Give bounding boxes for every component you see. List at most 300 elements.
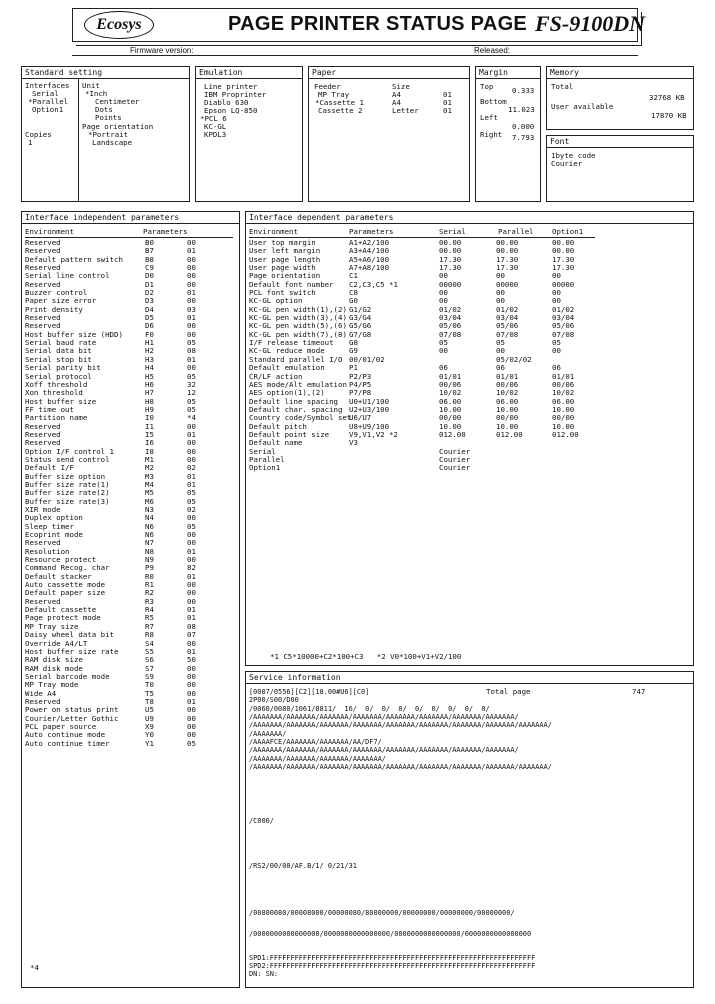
independent-param-code: Y0 xyxy=(145,730,154,740)
independent-param-name: RAM disk size xyxy=(25,655,83,665)
dependent-param-name: KC-GL pen width(5),(6) xyxy=(249,321,347,331)
independent-param-code: N6 xyxy=(145,530,154,540)
independent-param-code: N8 xyxy=(145,546,154,556)
independent-param-code: R7 xyxy=(145,621,154,631)
independent-param-name: Default paper size xyxy=(25,588,106,598)
dependent-parallel-value: 00/06 xyxy=(496,379,519,389)
memory-title: Memory xyxy=(547,67,693,79)
dependent-param-code: P7/P8 xyxy=(349,388,372,398)
dependent-param-name: Default line spacing xyxy=(249,396,338,406)
service-info-title: Service information xyxy=(246,672,693,684)
independent-param-name: Host buffer size xyxy=(25,396,97,406)
independent-param-name: Print density xyxy=(25,304,83,314)
dependent-names-column xyxy=(249,239,351,473)
independent-param-name: Default stacker xyxy=(25,571,92,581)
unit-title: Unit xyxy=(82,81,100,90)
dependent-option-value: 012.00 xyxy=(552,429,579,439)
independent-param-name: Courier/Letter Gothic xyxy=(25,713,119,723)
independent-param-value: 00 xyxy=(187,538,196,548)
dependent-param-code: P1 xyxy=(349,363,358,373)
dependent-serial-value: 00.00 xyxy=(439,238,462,247)
service-hex1: /00800080/00008000/00000080/80000000/00000000/00000000/00000000/ xyxy=(249,909,515,917)
independent-param-value: 00 xyxy=(187,438,196,448)
feeder-title: Feeder xyxy=(314,82,341,91)
independent-param-name: Reserved xyxy=(25,321,61,331)
independent-param-name: Auto continue mode xyxy=(25,730,106,740)
dependent-option-value: 01/02 xyxy=(552,304,575,314)
independent-param-code: D3 xyxy=(145,296,154,306)
independent-param-name: Reserved xyxy=(25,263,61,273)
dependent-parallel-column xyxy=(496,239,532,473)
independent-param-code: R1 xyxy=(145,580,154,590)
service-dn: DN: SN: xyxy=(249,970,279,978)
service-line: [0007/0556][C2][18.00#U6][C0] xyxy=(249,688,370,696)
independent-param-value: 01 xyxy=(187,571,196,581)
independent-param-code: U5 xyxy=(145,705,154,715)
independent-param-value: 00 xyxy=(187,421,196,431)
dependent-parallel-value: 05/02/02 xyxy=(496,354,532,364)
paper-code: 01 xyxy=(443,90,452,99)
independent-param-code: D2 xyxy=(145,288,154,298)
independent-codes-column xyxy=(145,239,154,748)
independent-param-value: 00 xyxy=(187,671,196,681)
emulation-item: Diablo 630 xyxy=(204,98,249,107)
dependent-serial-value: 17.30 xyxy=(439,263,462,273)
dependent-option-value xyxy=(552,439,579,447)
font-title: Font xyxy=(547,136,693,148)
dependent-serial-value: 00.00 xyxy=(439,246,462,256)
independent-param-name: Status send control xyxy=(25,454,110,464)
dependent-serial-value: 00 xyxy=(439,346,448,356)
independent-param-name: Auto continue timer xyxy=(25,738,110,748)
dependent-params-box xyxy=(245,211,694,666)
independent-param-value: 00 xyxy=(187,596,196,606)
independent-param-code: U9 xyxy=(145,713,154,723)
dependent-param-code: U2+U3/100 xyxy=(349,404,390,414)
independent-param-name: Serial baud rate xyxy=(25,338,97,348)
independent-param-value: 05 xyxy=(187,488,196,498)
dependent-option-value: 17.30 xyxy=(552,263,575,273)
independent-param-value: 00 xyxy=(187,279,196,289)
service-line: /AAAAAAA/AAAAAAA/AAAAAAA/AAAAAAA/AAAAAAA/AAAAAAA/AAAAAAA/AAAAAAA/ xyxy=(249,746,519,755)
paper-code: 01 xyxy=(443,98,452,107)
margin-right-label: Right xyxy=(480,130,503,139)
independent-param-name: Reserved xyxy=(25,438,61,448)
font-line: 1byte code xyxy=(551,151,596,160)
independent-param-value: 00 xyxy=(187,363,196,373)
orientation-item: *Portrait xyxy=(88,130,129,139)
independent-param-value: 00 xyxy=(187,329,196,339)
emulation-item: Epson LQ-850 xyxy=(204,106,258,115)
independent-param-code: H7 xyxy=(145,388,154,398)
independent-param-name: Reserved xyxy=(25,538,61,548)
dep-serial-header: Serial xyxy=(439,227,466,236)
dependent-param-name: KC-GL option xyxy=(249,296,303,306)
service-line: /AAAAAAA/ xyxy=(249,729,287,738)
independent-param-name: Buffer size rate(1) xyxy=(25,479,110,489)
brand-logo: Ecosys xyxy=(84,11,154,39)
emulation-item: KPDL3 xyxy=(204,130,227,139)
independent-param-code: S5 xyxy=(145,646,154,656)
dependent-param-name: CR/LF action xyxy=(249,371,303,381)
independent-param-code: N9 xyxy=(145,555,154,565)
independent-names-column xyxy=(25,239,123,748)
independent-param-value: 00 xyxy=(187,513,196,523)
independent-param-value: 01 xyxy=(187,646,196,656)
independent-param-name: FF time out xyxy=(25,404,74,414)
dependent-param-code: G8 xyxy=(349,338,358,348)
dependent-param-name: User left margin xyxy=(249,246,321,256)
emulation-item: IBM Proprinter xyxy=(204,90,267,99)
margin-bottom-value: 11.023 xyxy=(508,105,535,114)
independent-param-value: 02 xyxy=(187,463,196,473)
independent-param-code: H9 xyxy=(145,404,154,414)
dependent-codes-column xyxy=(349,239,398,473)
independent-param-code: N4 xyxy=(145,513,154,523)
dependent-param-name: User page width xyxy=(249,263,316,273)
independent-param-name: Host buffer size rate xyxy=(25,646,119,656)
independent-param-code: N3 xyxy=(145,505,154,514)
independent-param-value: 05 xyxy=(187,496,196,506)
dep-param-header: Parameters xyxy=(349,227,394,236)
dependent-serial-value: 17.30 xyxy=(439,254,462,264)
dependent-parallel-value: 012.00 xyxy=(496,429,523,439)
independent-param-value: 01 xyxy=(187,696,196,706)
memory-box xyxy=(546,66,694,130)
independent-param-code: F0 xyxy=(145,329,154,339)
independent-param-code: M5 xyxy=(145,488,154,498)
font-box xyxy=(546,135,694,202)
dependent-param-code: C1 xyxy=(349,271,358,281)
unit-item: *Inch xyxy=(85,89,108,98)
independent-param-code: N7 xyxy=(145,538,154,548)
dependent-param-name: Default pitch xyxy=(249,421,307,431)
independent-param-name: Resolution xyxy=(25,546,70,556)
dependent-params-title: Interface dependent parameters xyxy=(246,212,693,224)
service-lines xyxy=(249,688,552,771)
margin-top-value: 0.333 xyxy=(512,86,535,95)
service-line: /AAAAAAA/AAAAAAA/AAAAAAA/AAAAAAA/AAAAAAA/AAAAAAA/AAAAAAA/AAAAAAA/AAAAAAA/ xyxy=(249,763,552,772)
dependent-serial-value: 00/00 xyxy=(439,413,462,423)
dependent-parallel-value xyxy=(496,464,532,472)
independent-param-code: M1 xyxy=(145,454,154,464)
dependent-param-name: Default name xyxy=(249,438,303,448)
independent-param-value: 00 xyxy=(187,580,196,590)
dependent-option-value: 00000 xyxy=(552,279,575,289)
dependent-option-value: 00.00 xyxy=(552,238,575,247)
dependent-option-value: 10/02 xyxy=(552,388,575,398)
dependent-serial-value: 01/01 xyxy=(439,371,462,381)
independent-footer: *4 xyxy=(30,963,39,972)
independent-param-code: T0 xyxy=(145,680,154,690)
independent-param-code: R5 xyxy=(145,613,154,623)
independent-param-code: T8 xyxy=(145,696,154,706)
independent-param-name: Reserved xyxy=(25,238,61,247)
independent-param-code: S6 xyxy=(145,655,154,665)
dependent-serial-value: 012.00 xyxy=(439,429,466,439)
independent-param-code: D6 xyxy=(145,321,154,331)
independent-values-column xyxy=(187,239,196,748)
interface-item: Option1 xyxy=(32,105,64,114)
dependent-parallel-value xyxy=(496,439,532,447)
dependent-parallel-value: 00 xyxy=(496,346,505,356)
dependent-option-value: 10.00 xyxy=(552,404,575,414)
independent-param-name: Wide A4 xyxy=(25,688,57,698)
paper-title: Paper xyxy=(309,67,469,79)
orientation-item: Landscape xyxy=(92,138,133,147)
margin-title: Margin xyxy=(476,67,540,79)
independent-param-value: 00 xyxy=(187,638,196,648)
dependent-param-code: C8 xyxy=(349,288,358,298)
independent-param-name: Serial line control xyxy=(25,271,110,281)
dependent-param-name: PCL font switch xyxy=(249,288,316,298)
independent-param-value: 00 xyxy=(187,296,196,306)
independent-param-value: 00 xyxy=(187,721,196,731)
env-column-header: Environment xyxy=(25,227,74,236)
independent-param-name: Power on status print xyxy=(25,705,119,715)
independent-param-code: I8 xyxy=(145,446,154,456)
independent-param-name: Xoff threshold xyxy=(25,379,88,389)
model-name: FS-9100DN xyxy=(535,11,646,36)
paper-box xyxy=(308,66,470,202)
dependent-option-value: 05/06 xyxy=(552,321,575,331)
independent-param-value: 03 xyxy=(187,304,196,314)
dependent-serial-value: 00000 xyxy=(439,279,462,289)
independent-param-value: 05 xyxy=(187,396,196,406)
independent-param-value: 00 xyxy=(187,238,196,247)
independent-param-code: H4 xyxy=(145,363,154,373)
dependent-option-value: 06 xyxy=(552,363,561,373)
dependent-param-name: User top margin xyxy=(249,238,316,247)
independent-param-code: S9 xyxy=(145,671,154,681)
dependent-param-code: V9,V1,V2 *2 xyxy=(349,429,398,439)
dependent-param-name: Page orientation xyxy=(249,271,321,281)
size-title: Size xyxy=(392,82,410,91)
dependent-param-name: Option1 xyxy=(249,463,281,473)
service-rs2: /RS2/00/00/AF.B/1/ 0/21/31 xyxy=(249,862,357,870)
independent-param-code: M4 xyxy=(145,479,154,489)
independent-param-code: M6 xyxy=(145,496,154,506)
dependent-param-code: A7+A8/100 xyxy=(349,263,390,273)
dependent-parallel-value: 03/04 xyxy=(496,313,519,323)
dependent-parallel-value: 17.30 xyxy=(496,254,519,264)
independent-param-value: 05 xyxy=(187,338,196,348)
emulation-title: Emulation xyxy=(196,67,302,79)
independent-param-code: R2 xyxy=(145,588,154,598)
dependent-option-value: 01/01 xyxy=(552,371,575,381)
independent-param-name: Host buffer size (HDD) xyxy=(25,329,123,339)
independent-param-code: B0 xyxy=(145,238,154,247)
dependent-serial-value: 10.00 xyxy=(439,404,462,414)
service-hex2: /0000000000000000/0000000000000000/0000000000000000/0000000000000000 xyxy=(249,930,532,938)
independent-param-value: 08 xyxy=(187,346,196,356)
dependent-parallel-value xyxy=(496,456,532,464)
independent-param-name: Daisy wheel data bit xyxy=(25,630,114,640)
independent-param-code: H8 xyxy=(145,396,154,406)
dependent-serial-value: 10.00 xyxy=(439,421,462,431)
independent-param-name: Buffer size rate(3) xyxy=(25,496,110,506)
emulation-item: Line printer xyxy=(204,82,258,91)
independent-param-name: Resource protect xyxy=(25,555,97,565)
dependent-option-value: 00 xyxy=(552,288,561,298)
service-line: 2P00/S00/D00 xyxy=(249,696,299,705)
independent-param-code: H3 xyxy=(145,354,154,364)
dependent-option-value: 00 xyxy=(552,296,561,306)
independent-param-value: 00 xyxy=(187,663,196,673)
independent-param-name: Override A4/LT xyxy=(25,638,88,648)
independent-param-code: R4 xyxy=(145,605,154,615)
independent-param-name: Option I/F control 1 xyxy=(25,446,114,456)
independent-param-code: R0 xyxy=(145,571,154,581)
dependent-parallel-value: 00.00 xyxy=(496,246,519,256)
dependent-param-name: Default emulation xyxy=(249,363,325,373)
copies-value: 1 xyxy=(28,138,33,147)
independent-param-name: Paper size error xyxy=(25,296,97,306)
dependent-serial-column xyxy=(439,239,470,473)
independent-param-value: 00 xyxy=(187,713,196,723)
independent-param-value: 00 xyxy=(187,321,196,331)
independent-param-code: M3 xyxy=(145,471,154,481)
independent-param-name: PCL paper source xyxy=(25,721,97,731)
dependent-serial-value: 01/02 xyxy=(439,304,462,314)
independent-param-code: D1 xyxy=(145,279,154,289)
independent-param-name: Page protect mode xyxy=(25,613,101,623)
dependent-param-name: Default char. spacing xyxy=(249,404,343,414)
header-rule xyxy=(72,55,638,56)
copies-title: Copies xyxy=(25,130,52,139)
dependent-parallel-value: 10/02 xyxy=(496,388,519,398)
dependent-option-value: 00/00 xyxy=(552,413,575,423)
independent-param-name: Serial barcode mode xyxy=(25,671,110,681)
independent-param-code: H5 xyxy=(145,371,154,381)
dependent-serial-value: Courier xyxy=(439,454,471,464)
dependent-parallel-value: 07/08 xyxy=(496,329,519,339)
dependent-parallel-value: 00 xyxy=(496,288,505,298)
dependent-param-code: A5+A6/100 xyxy=(349,254,390,264)
independent-param-code: S7 xyxy=(145,663,154,673)
independent-param-value: 01 xyxy=(187,288,196,298)
independent-param-name: Sleep timer xyxy=(25,521,74,531)
independent-param-value: 00 xyxy=(187,263,196,273)
independent-param-code: D5 xyxy=(145,313,154,323)
dependent-option-value xyxy=(552,448,579,456)
dependent-parallel-value: 00 xyxy=(496,271,505,281)
dependent-option-value: 00/06 xyxy=(552,379,575,389)
dependent-param-name: KC-GL reduce mode xyxy=(249,346,325,356)
independent-params-box xyxy=(21,211,240,988)
dependent-param-name: AES mode/Alt emulation xyxy=(249,379,347,389)
dependent-param-code: P4/P5 xyxy=(349,379,372,389)
dependent-parallel-value: 00.00 xyxy=(496,238,519,247)
independent-param-name: Reserved xyxy=(25,279,61,289)
dependent-option-value xyxy=(552,464,579,472)
independent-param-name: Default I/F xyxy=(25,463,74,473)
independent-param-name: Reserved xyxy=(25,313,61,323)
paper-feeder: MP Tray xyxy=(318,90,350,99)
independent-param-name: Reserved xyxy=(25,696,61,706)
dependent-param-name: AES option(1),(2) xyxy=(249,388,325,398)
margin-left-value: 0.000 xyxy=(512,122,535,131)
independent-param-code: B8 xyxy=(145,254,154,264)
dep-env-header: Environment xyxy=(249,227,298,236)
dependent-serial-value: 10/02 xyxy=(439,388,462,398)
independent-param-name: Default pattern switch xyxy=(25,254,123,264)
independent-param-code: C9 xyxy=(145,263,154,273)
independent-param-value: 00 xyxy=(187,254,196,264)
paper-feeder: Cassette 2 xyxy=(318,106,363,115)
dependent-param-code: G1/G2 xyxy=(349,304,372,314)
memory-available-label: User available xyxy=(551,102,614,111)
independent-param-code: I1 xyxy=(145,421,154,431)
dependent-param-code: U8+U9/100 xyxy=(349,421,390,431)
dependent-parallel-value: 06 xyxy=(496,363,505,373)
emulation-item: KC-GL xyxy=(204,122,227,131)
margin-bottom-label: Bottom xyxy=(480,97,507,106)
paper-size: A4 xyxy=(392,90,401,99)
independent-param-value: 05 xyxy=(187,738,196,748)
independent-param-name: Partition name xyxy=(25,413,88,423)
dependent-parallel-value: 10.00 xyxy=(496,404,519,414)
paper-size: A4 xyxy=(392,98,401,107)
independent-param-value: 00 xyxy=(187,271,196,281)
dependent-param-code: V3 xyxy=(349,438,358,448)
independent-param-value: 01 xyxy=(187,613,196,623)
dependent-param-name: I/F release timeout xyxy=(249,338,334,348)
dependent-param-name: KC-GL pen width(3),(4) xyxy=(249,313,347,323)
paper-feeder: *Cassette 1 xyxy=(315,98,364,107)
dependent-serial-value: 03/04 xyxy=(439,313,462,323)
independent-param-value: 00 xyxy=(187,730,196,740)
independent-param-name: Reserved xyxy=(25,246,61,256)
independent-param-name: Duplex option xyxy=(25,513,83,523)
independent-param-value: 01 xyxy=(187,429,196,439)
interfaces-title: Interfaces xyxy=(25,81,70,90)
dependent-parallel-value: 10.00 xyxy=(496,421,519,431)
service-line: /AAAAAAA/AAAAAAA/AAAAAAA/AAAAAAA/AAAAAAA/AAAAAAA/AAAAAAA/AAAAAAA/AAAAAAA/ xyxy=(249,721,552,730)
independent-param-value: 00 xyxy=(187,705,196,715)
independent-param-name: Reserved xyxy=(25,596,61,606)
independent-param-code: D4 xyxy=(145,304,154,314)
dependent-param-code xyxy=(349,464,398,472)
independent-param-name: XIR mode xyxy=(25,505,61,514)
dependent-option-value: 03/04 xyxy=(552,313,575,323)
independent-param-value: 08 xyxy=(187,621,196,631)
dependent-param-name: Country code/Symbol set xyxy=(249,413,352,423)
independent-param-name: RAM disk mode xyxy=(25,663,83,673)
service-spd1: SPD1:FFFFFFFFFFFFFFFFFFFFFFFFFFFFFFFFFFFFFFFFFFFFFFFFFFFFFFFFFFFFFFFF xyxy=(249,954,536,962)
dependent-option-value: 06.00 xyxy=(552,396,575,406)
firmware-label: Firmware version: xyxy=(130,46,194,55)
independent-param-code: I5 xyxy=(145,429,154,439)
dependent-param-code: U0+U1/100 xyxy=(349,396,390,406)
independent-param-code: B7 xyxy=(145,246,154,256)
independent-param-name: Buzzer control xyxy=(25,288,88,298)
dependent-param-name: KC-GL pen width(7),(8) xyxy=(249,329,347,339)
dependent-param-code xyxy=(349,456,398,464)
orientation-title: Page orientation xyxy=(82,122,154,131)
dependent-parallel-value: 17.30 xyxy=(496,263,519,273)
unit-item: Centimeter xyxy=(95,97,140,106)
margin-left-label: Left xyxy=(480,113,498,122)
independent-param-name: Ecoprint mode xyxy=(25,530,83,540)
margin-box xyxy=(475,66,541,202)
dependent-parallel-value: 05 xyxy=(496,338,505,348)
service-line: /AAAAAAA/AAAAAAA/AAAAAAA/AAAAAAA/AAAAAAA/AAAAAAA/AAAAAAA/AAAAAAA/ xyxy=(249,713,519,722)
service-line: /AAAAAAA/AAAAAAA/AAAAAAA/AAAAAAA/ xyxy=(249,754,386,763)
independent-param-code: N6 xyxy=(145,521,154,531)
independent-param-value: 01 xyxy=(187,354,196,364)
service-info-box xyxy=(245,671,694,988)
